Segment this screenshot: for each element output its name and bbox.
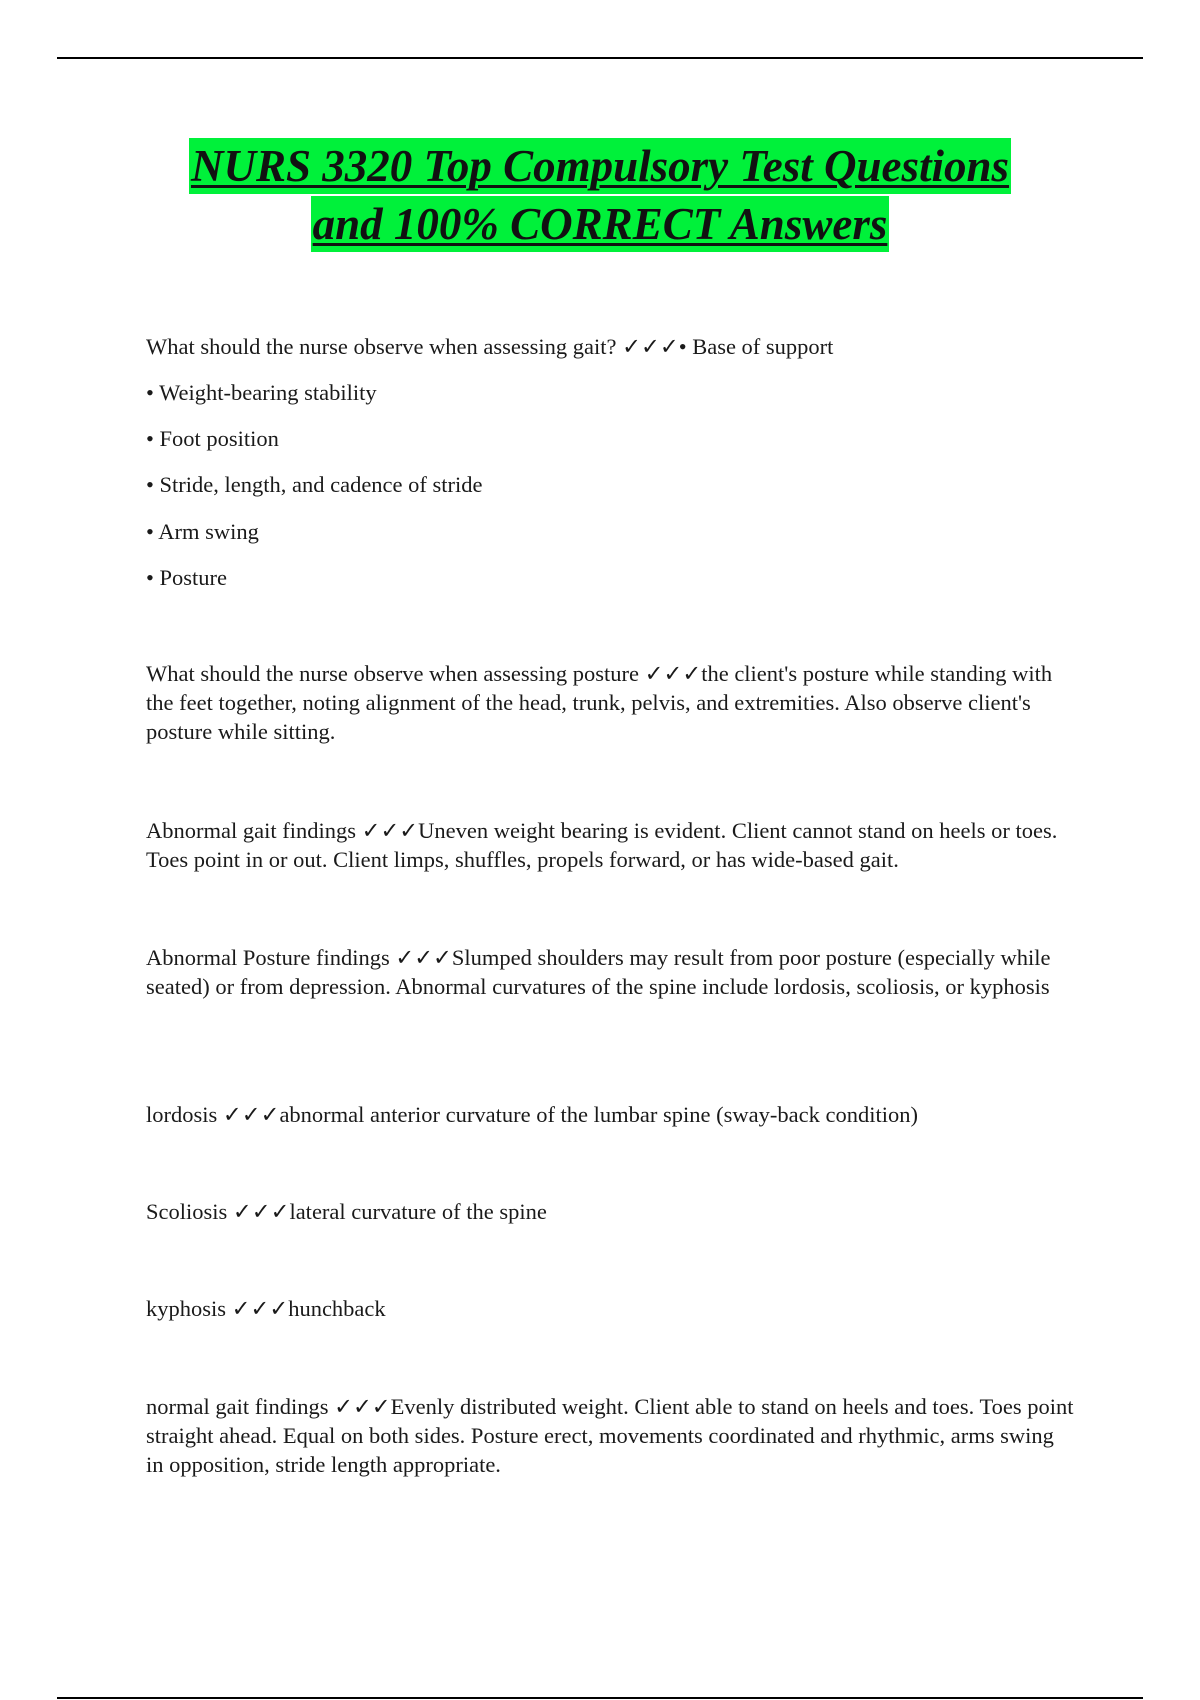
document-title <box>0 138 1200 252</box>
list-item-weight-bearing: • Weight-bearing stability <box>146 380 377 405</box>
qa-posture-question: What should the nurse observe when assessing posture ✓✓✓the client's posture while standing with the feet together, noting alignment of the head, trunk, pelvis, and extremities. Also observe client's posture while sitting. <box>146 661 1053 744</box>
qa-kyphosis: kyphosis ✓✓✓hunchback <box>146 1296 386 1321</box>
list-item-foot-position: • Foot position <box>146 426 279 451</box>
qa-abnormal-gait: Abnormal gait findings ✓✓✓Uneven weight bearing is evident. Client cannot stand on heels or toes. Toes point in or out. Client limps, shuffles, propels forward, or has wide-based gait. <box>146 818 1058 872</box>
qa-scoliosis: Scoliosis ✓✓✓lateral curvature of the spine <box>146 1199 547 1224</box>
qa-abnormal-posture: Abnormal Posture findings ✓✓✓Slumped shoulders may result from poor posture (especially while seated) or from depression. Abnormal curvatures of the spine include lordosis, scoliosis, or kyphosis <box>146 945 1051 999</box>
qa-gait-question: What should the nurse observe when assessing gait? ✓✓✓• Base of support <box>146 334 834 359</box>
list-item-posture: • Posture <box>146 565 228 590</box>
list-item-arm-swing: • Arm swing <box>146 519 259 544</box>
qa-normal-gait: normal gait findings ✓✓✓Evenly distributed weight. Client able to stand on heels and toes. Toes point straight ahead. Equal on both sides. Posture erect, movements coordinated and rhythmic, arms swing in opposition, stride length appropriate. <box>146 1394 1074 1477</box>
title-line-2: and 100% CORRECT Answers <box>311 196 890 252</box>
top-rule <box>57 57 1143 59</box>
bottom-rule <box>57 1697 1143 1699</box>
title-line-1: NURS 3320 Top Compulsory Test Questions <box>189 138 1011 194</box>
list-item-stride: • Stride, length, and cadence of stride <box>146 472 483 497</box>
qa-lordosis: lordosis ✓✓✓abnormal anterior curvature of the lumbar spine (sway-back condition) <box>146 1102 918 1127</box>
